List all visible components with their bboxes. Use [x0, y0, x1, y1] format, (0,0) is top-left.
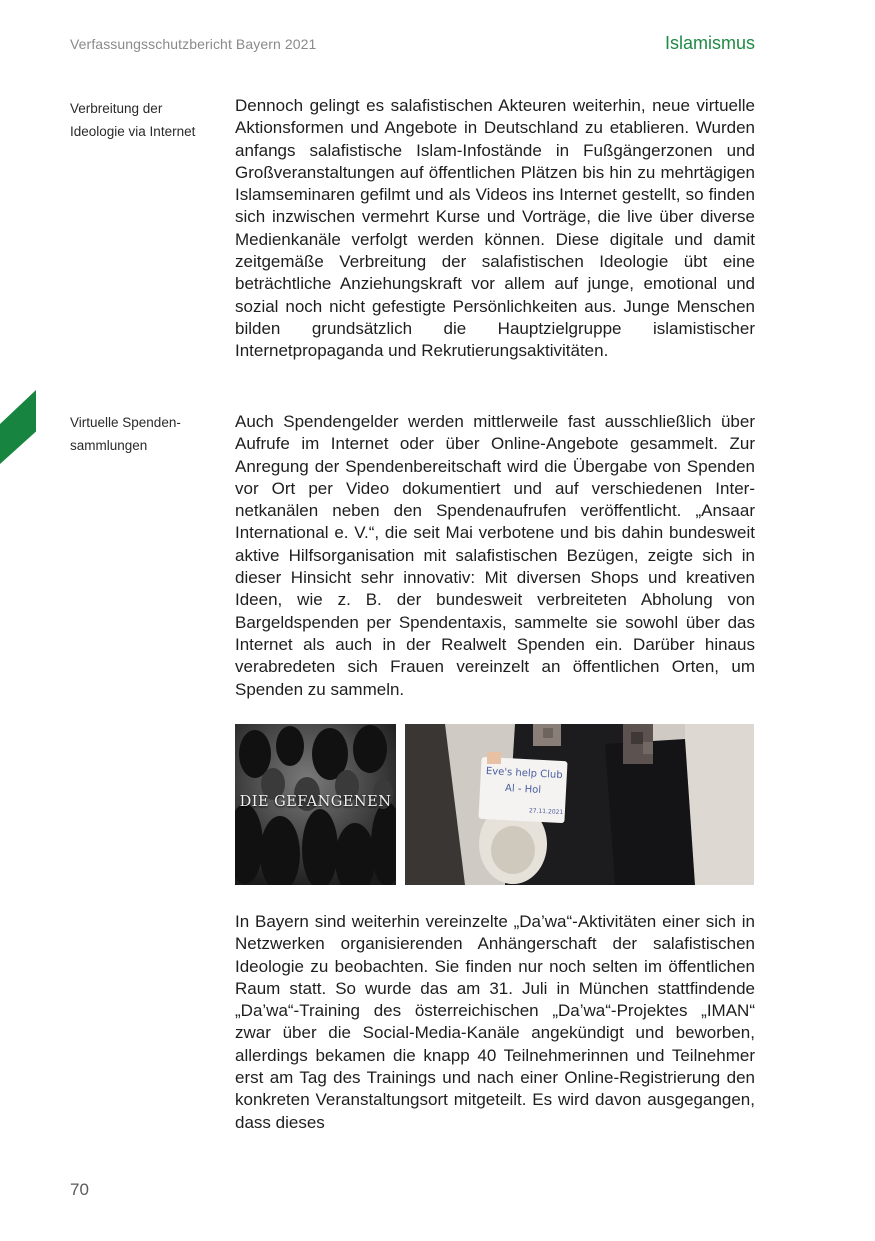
running-header-publication: Verfassungsschutzbericht Bayern 2021: [70, 36, 317, 52]
photo-prisoners: [235, 724, 396, 885]
paragraph-ideology-internet: Dennoch gelingt es salafistischen Akteuren weiterhin, neue virtuelle Aktionsformen und Angebote in Deutschland zu etablieren. Wurden anfangs salafistische Islam-Infostände in Fußgängerzonen und Großveranstaltungen auf öffentlichen Plätzen bis hin zu mehrtägigen Islamseminaren gefilmt und als Videos ins Internet gestellt, so finden sich inzwischen vermehrt Kurse und Vorträge, die live über diverse Medienkanäle verfolgt werden können. Diese digitale und damit zeitgemäße Verbreitung der salafistischen Ideologie übt eine beträchtliche Anziehungskraft vor allem auf junge, emotional und sozial noch nicht gefestigte Persönlichkeiten aus. Junge Menschen bilden grundsätzlich die Hauptzielgruppe islamistischer Internetpropaganda und Rekrutierungsaktivitäten.: [235, 96, 755, 361]
running-header-chapter: Islamismus: [664, 33, 755, 53]
photo-donation-sign: [405, 724, 754, 885]
margin-note-ideology: [70, 97, 220, 143]
sign-text-line: Eve's help Club: [485, 766, 563, 782]
sign-text-line: Al - Hol: [504, 783, 542, 796]
paragraph-virtual-donations: Auch Spendengelder werden mittlerweile fast ausschließlich über Aufrufe im Internet oder über Online-Angebote gesammelt. Zur Anregung der Spendenbereitschaft wird die Übergabe von Spenden vor Ort per Video dokumentiert und auf verschiedenen Internetkanälen neben den Spendenaufrufen veröffentlicht. „Ansaar International e. V.“, die seit Mai verbotene und bis dahin bundesweit aktive Hilfsorganisation mit salafistischen Bezügen, zeigte sich in dieser Hinsicht sehr innovativ: Mit diversen Shops und kreativen Ideen, wie z. B. der bundesweit verbreiteten Abholung von Bargeldspenden per Spendentaxis, sammelte sie sowohl über das Internet als auch in der Realwelt Spenden ein. Darüber hinaus verabredeten sich Frauen vereinzelt an öffentlichen Orten, um Spenden zu sammeln.: [235, 412, 755, 699]
photo-caption: DIE GEFANGENEN: [239, 794, 392, 810]
margin-note-line: Virtuelle Spenden-: [70, 415, 181, 430]
paragraph-dawa-activities: In Bayern sind weiterhin vereinzelte „Da’wa“-Aktivitäten einer sich in Netzwerken organisierenden Anhängerschaft der salafistischen Ideologie zu beobachten. Sie finden nur noch selten im öffentlichen Raum statt. So wurde das am 31. Juli in München stattfindende „Da’wa“-Training des österreichischen „Da’wa“-Projektes „IMAN“ zwar über die Social-Media-Kanäle angekündigt und beworben, allerdings bekamen die knapp 40 Teilnehmerinnen und Teilnehmer erst am Tag des Trainings und nach einer Online-Registrierung den konkreten Veranstaltungsort mitgeteilt. Es wird davon ausgegangen, dass dieses: [235, 912, 755, 1132]
sign-text-line: 27.11.2021: [528, 807, 564, 817]
margin-note-donations: [70, 411, 220, 457]
margin-note-line: Verbreitung der: [70, 101, 163, 116]
margin-note-line: sammlungen: [70, 438, 148, 453]
margin-note-line: Ideologie via Internet: [70, 124, 196, 139]
sign-overlay: [405, 724, 754, 885]
page-number: 70: [70, 1180, 89, 1199]
chapter-tab-marker: [0, 390, 36, 464]
photo-strip: [235, 724, 755, 885]
